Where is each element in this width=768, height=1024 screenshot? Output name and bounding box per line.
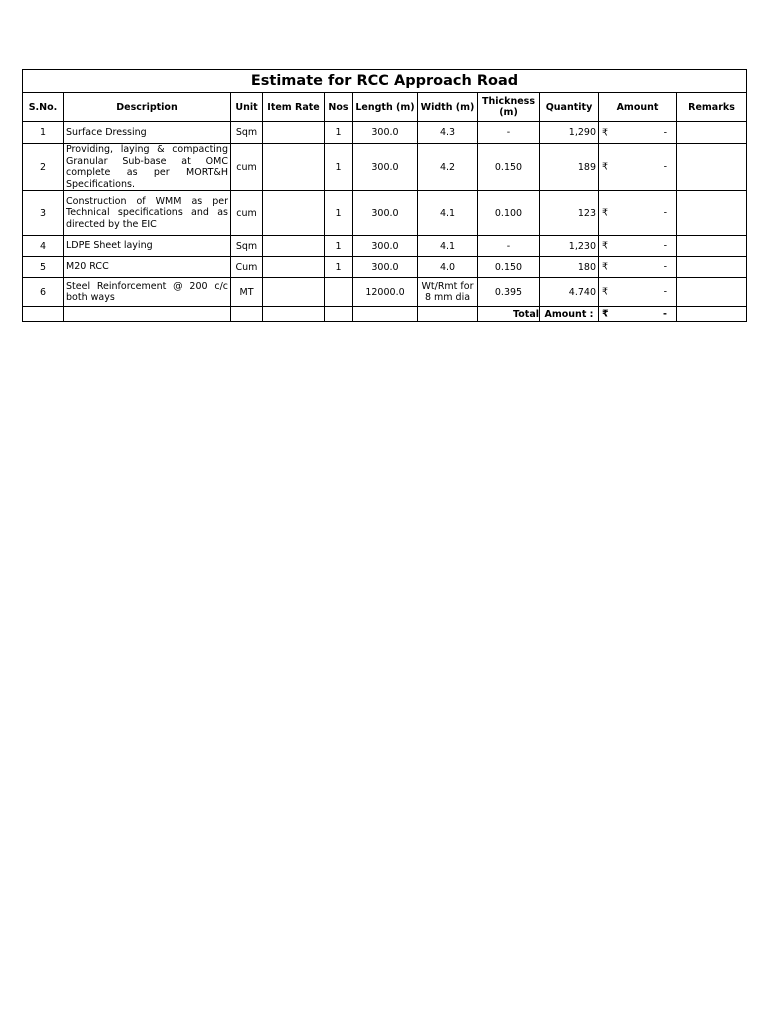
- amount-value: -: [663, 127, 667, 138]
- table-row: [23, 191, 747, 236]
- table-row: [23, 278, 747, 307]
- cell-amount: [599, 191, 677, 236]
- amount-value: -: [663, 161, 667, 173]
- total-label: Total: [478, 307, 540, 322]
- currency-symbol: ₹: [602, 240, 609, 252]
- cell-length: 300.0: [353, 122, 418, 144]
- cell-thickness: 0.100: [478, 191, 540, 236]
- cell-unit: MT: [231, 278, 263, 307]
- cell-thickness: 0.150: [478, 257, 540, 278]
- empty-cell: [353, 307, 418, 322]
- empty-cell: [677, 307, 747, 322]
- cell-width: 4.1: [418, 236, 478, 257]
- cell-remarks: [677, 236, 747, 257]
- table-row: [23, 257, 747, 278]
- table-row: [23, 122, 747, 144]
- cell-remarks: [677, 278, 747, 307]
- cell-amount: [599, 278, 677, 307]
- col-header-remarks: Remarks: [677, 93, 747, 122]
- cell-width: Wt/Rmt for 8 mm dia: [418, 278, 478, 307]
- cell-item-rate: [263, 144, 325, 191]
- cell-thickness: 0.150: [478, 144, 540, 191]
- cell-amount: [599, 236, 677, 257]
- cell-remarks: [677, 144, 747, 191]
- cell-width: 4.2: [418, 144, 478, 191]
- cell-amount: [599, 144, 677, 191]
- col-header-length: Length (m): [353, 93, 418, 122]
- col-header-unit: Unit: [231, 93, 263, 122]
- cell-item-rate: [263, 122, 325, 144]
- amount-value: -: [663, 240, 667, 252]
- cell-nos: 1: [325, 236, 353, 257]
- cell-sno: 2: [23, 144, 64, 191]
- cell-sno: 1: [23, 122, 64, 144]
- cell-thickness: 0.395: [478, 278, 540, 307]
- currency-symbol: ₹: [602, 261, 609, 273]
- cell-remarks: [677, 257, 747, 278]
- cell-width: 4.0: [418, 257, 478, 278]
- col-header-amount: Amount: [599, 93, 677, 122]
- total-amount: [599, 307, 677, 322]
- cell-unit: cum: [231, 191, 263, 236]
- col-header-nos: Nos: [325, 93, 353, 122]
- currency-symbol: ₹: [602, 161, 609, 173]
- cell-nos: 1: [325, 122, 353, 144]
- col-header-item-rate: Item Rate: [263, 93, 325, 122]
- cell-quantity: 123: [540, 191, 599, 236]
- cell-quantity: 1,290: [540, 122, 599, 144]
- empty-cell: [23, 307, 64, 322]
- table-row: [23, 144, 747, 191]
- cell-thickness: -: [478, 122, 540, 144]
- cell-quantity: 180: [540, 257, 599, 278]
- cell-thickness: -: [478, 236, 540, 257]
- table-header-row: [23, 93, 747, 122]
- cell-description: LDPE Sheet laying: [64, 236, 231, 257]
- cell-nos: 1: [325, 257, 353, 278]
- col-header-quantity: Quantity: [540, 93, 599, 122]
- cell-remarks: [677, 191, 747, 236]
- cell-nos: [325, 278, 353, 307]
- cell-width: 4.3: [418, 122, 478, 144]
- cell-unit: Sqm: [231, 122, 263, 144]
- cell-width: 4.1: [418, 191, 478, 236]
- empty-cell: [64, 307, 231, 322]
- cell-amount: [599, 257, 677, 278]
- cell-unit: cum: [231, 144, 263, 191]
- col-header-thickness: Thickness (m): [478, 93, 540, 122]
- empty-cell: [418, 307, 478, 322]
- cell-description: Providing, laying & compacting Granular Sub-base at OMC complete as per MORT&H Specifications.: [64, 144, 231, 191]
- cell-description: Steel Reinforcement @ 200 c/c both ways: [64, 278, 231, 307]
- cell-length: 300.0: [353, 191, 418, 236]
- amount-value: -: [663, 207, 667, 219]
- currency-symbol: ₹: [602, 207, 609, 219]
- cell-description: M20 RCC: [64, 257, 231, 278]
- total-row: [23, 307, 747, 322]
- cell-nos: 1: [325, 144, 353, 191]
- cell-length: 12000.0: [353, 278, 418, 307]
- cell-amount: [599, 122, 677, 144]
- cell-item-rate: [263, 278, 325, 307]
- cell-length: 300.0: [353, 144, 418, 191]
- cell-item-rate: [263, 257, 325, 278]
- cell-unit: Cum: [231, 257, 263, 278]
- empty-cell: [325, 307, 353, 322]
- cell-quantity: 1,230: [540, 236, 599, 257]
- amount-value: -: [663, 308, 667, 320]
- table-row: [23, 236, 747, 257]
- cell-description: Surface Dressing: [64, 122, 231, 144]
- cell-item-rate: [263, 236, 325, 257]
- empty-cell: [263, 307, 325, 322]
- cell-description: Construction of WMM as per Technical specifications and as directed by the EIC: [64, 191, 231, 236]
- col-header-width: Width (m): [418, 93, 478, 122]
- cell-sno: 6: [23, 278, 64, 307]
- cell-nos: 1: [325, 191, 353, 236]
- total-amount-label: Amount :: [540, 307, 599, 322]
- amount-value: -: [663, 261, 667, 273]
- currency-symbol: ₹: [602, 308, 609, 320]
- empty-cell: [231, 307, 263, 322]
- cell-sno: 5: [23, 257, 64, 278]
- cell-remarks: [677, 122, 747, 144]
- cell-quantity: 189: [540, 144, 599, 191]
- col-header-sno: S.No.: [23, 93, 64, 122]
- estimate-table: [22, 69, 747, 322]
- col-header-description: Description: [64, 93, 231, 122]
- cell-item-rate: [263, 191, 325, 236]
- cell-length: 300.0: [353, 257, 418, 278]
- cell-unit: Sqm: [231, 236, 263, 257]
- amount-value: -: [663, 286, 667, 298]
- currency-symbol: ₹: [602, 127, 609, 138]
- cell-sno: 3: [23, 191, 64, 236]
- currency-symbol: ₹: [602, 286, 609, 298]
- page-title: Estimate for RCC Approach Road: [23, 70, 747, 93]
- cell-sno: 4: [23, 236, 64, 257]
- cell-length: 300.0: [353, 236, 418, 257]
- cell-quantity: 4.740: [540, 278, 599, 307]
